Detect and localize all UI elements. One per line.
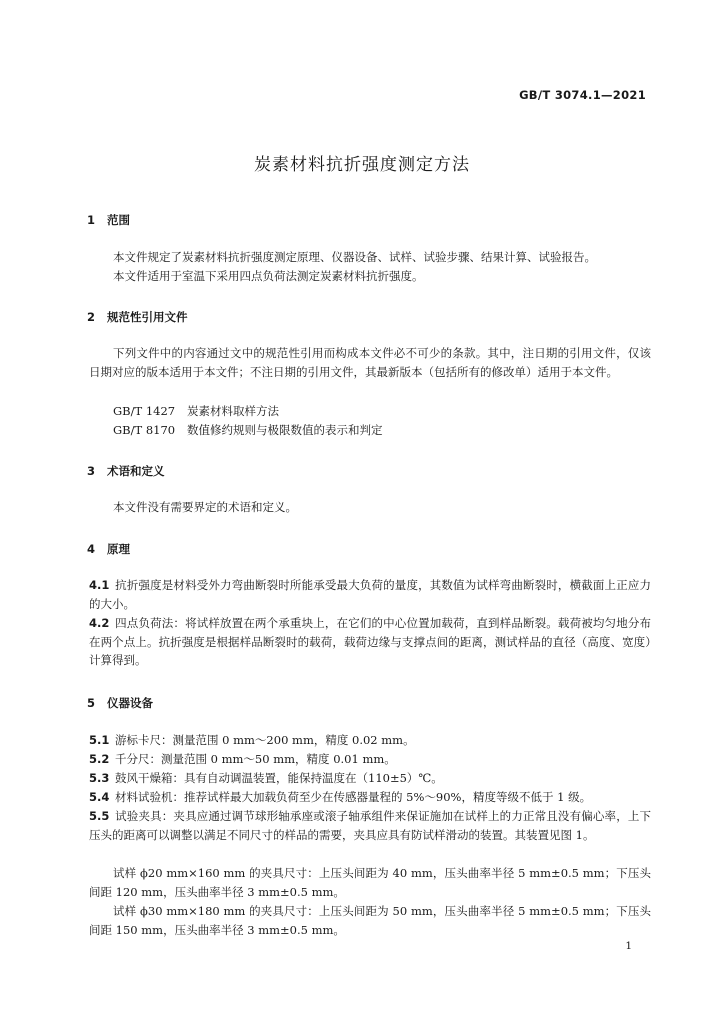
document-title: 炭素材料抗折强度测定方法 bbox=[254, 155, 470, 175]
scope-paragraph-2: 本文件适用于室温下采用四点负荷法测定炭素材料抗折强度。 bbox=[113, 269, 424, 283]
clause-text: 游标卡尺：测量范围 0 mm～200 mm，精度 0.02 mm。 bbox=[115, 733, 415, 747]
section-5-heading bbox=[87, 695, 153, 711]
clause-text: 鼓风干燥箱：具有自动调温装置，能保持温度在（110±5）℃。 bbox=[115, 771, 443, 785]
section-4-heading bbox=[87, 541, 130, 557]
section-number: 4 bbox=[87, 542, 96, 556]
clause-5-3 bbox=[89, 769, 651, 788]
clause-text: 材料试验机：推荐试样最大加载负荷至少在传感器量程的 5%～90%，精度等级不低于 1 级。 bbox=[115, 790, 592, 804]
section-title: 范围 bbox=[107, 213, 130, 227]
section-title: 原理 bbox=[107, 542, 130, 556]
clause-text: 试验夹具：夹具应通过调节球形轴承座或滚子轴承组件来保证施加在试样上的力正常且没有偏心率，上下压头的距离可以调整以满足不同尺寸的样品的需要，夹具应具有防试样滑动的装置。其装置见图 1。 bbox=[89, 809, 651, 842]
clause-5-2 bbox=[89, 750, 651, 769]
clause-number: 5.5 bbox=[89, 809, 110, 823]
clause-number: 5.3 bbox=[89, 771, 110, 785]
clause-number: 4.2 bbox=[89, 616, 110, 630]
reference-item bbox=[113, 403, 279, 419]
clause-text: 千分尺：测量范围 0 mm～50 mm，精度 0.01 mm。 bbox=[115, 752, 396, 766]
section-title: 规范性引用文件 bbox=[107, 310, 188, 324]
section-2-heading bbox=[87, 309, 188, 325]
fixture-size-paragraph-b: 试样 ϕ30 mm×180 mm 的夹具尺寸：上压头间距为 50 mm，压头曲率半径 5 mm±0.5 mm；下压头间距 150 mm，压头曲率半径 3 mm±0.5 mm。 bbox=[89, 904, 651, 937]
section-title: 术语和定义 bbox=[107, 464, 165, 478]
clause-4-2 bbox=[89, 614, 651, 670]
section-number: 5 bbox=[87, 696, 96, 710]
section-number: 2 bbox=[87, 310, 96, 324]
reference-item bbox=[113, 422, 383, 438]
reference-code: GB/T 1427 bbox=[113, 404, 176, 418]
clause-number: 5.1 bbox=[89, 733, 110, 747]
scope-paragraph-1: 本文件规定了炭素材料抗折强度测定原理、仪器设备、试样、试验步骤、结果计算、试验报告。 bbox=[113, 250, 596, 264]
clause-4-1 bbox=[89, 576, 651, 613]
section-1-heading bbox=[87, 212, 130, 228]
clause-5-5 bbox=[89, 807, 651, 844]
standard-number: GB/T 3074.1—2021 bbox=[519, 88, 646, 102]
section-3-heading bbox=[87, 463, 165, 479]
clause-number: 5.4 bbox=[89, 790, 110, 804]
clause-text: 抗折强度是材料受外力弯曲断裂时所能承受最大负荷的量度，其数值为试样弯曲断裂时，横截面上正应力的大小。 bbox=[89, 578, 651, 611]
section-number: 1 bbox=[87, 213, 96, 227]
fixture-size-paragraph-a: 试样 ϕ20 mm×160 mm 的夹具尺寸：上压头间距为 40 mm，压头曲率半径 5 mm±0.5 mm；下压头间距 120 mm，压头曲率半径 3 mm±0.5 mm。 bbox=[89, 866, 651, 899]
clause-5-1 bbox=[89, 731, 651, 750]
reference-name: 炭素材料取样方法 bbox=[187, 404, 279, 418]
clause-number: 4.1 bbox=[89, 578, 110, 592]
clause-number: 5.2 bbox=[89, 752, 110, 766]
clause-text: 四点负荷法：将试样放置在两个承重块上，在它们的中心位置加载荷，直到样品断裂。载荷被均匀地分布在两个点上。抗折强度是根据样品断裂时的载荷，载荷边缘与支撑点间的距离，测试样品的直径（高度、宽度）计算得到。 bbox=[89, 616, 651, 668]
reference-code: GB/T 8170 bbox=[113, 423, 176, 437]
reference-name: 数值修约规则与极限数值的表示和判定 bbox=[187, 423, 383, 437]
terms-paragraph: 本文件没有需要界定的术语和定义。 bbox=[113, 500, 297, 514]
clause-5-4 bbox=[89, 788, 651, 807]
normative-references-paragraph: 下列文件中的内容通过文中的规范性引用而构成本文件必不可少的条款。其中，注日期的引用文件，仅该日期对应的版本适用于本文件；不注日期的引用文件，其最新版本（包括所有的修改单）适用于本文件。 bbox=[89, 346, 651, 379]
section-number: 3 bbox=[87, 464, 96, 478]
section-title: 仪器设备 bbox=[107, 696, 153, 710]
page-number: 1 bbox=[625, 940, 632, 952]
